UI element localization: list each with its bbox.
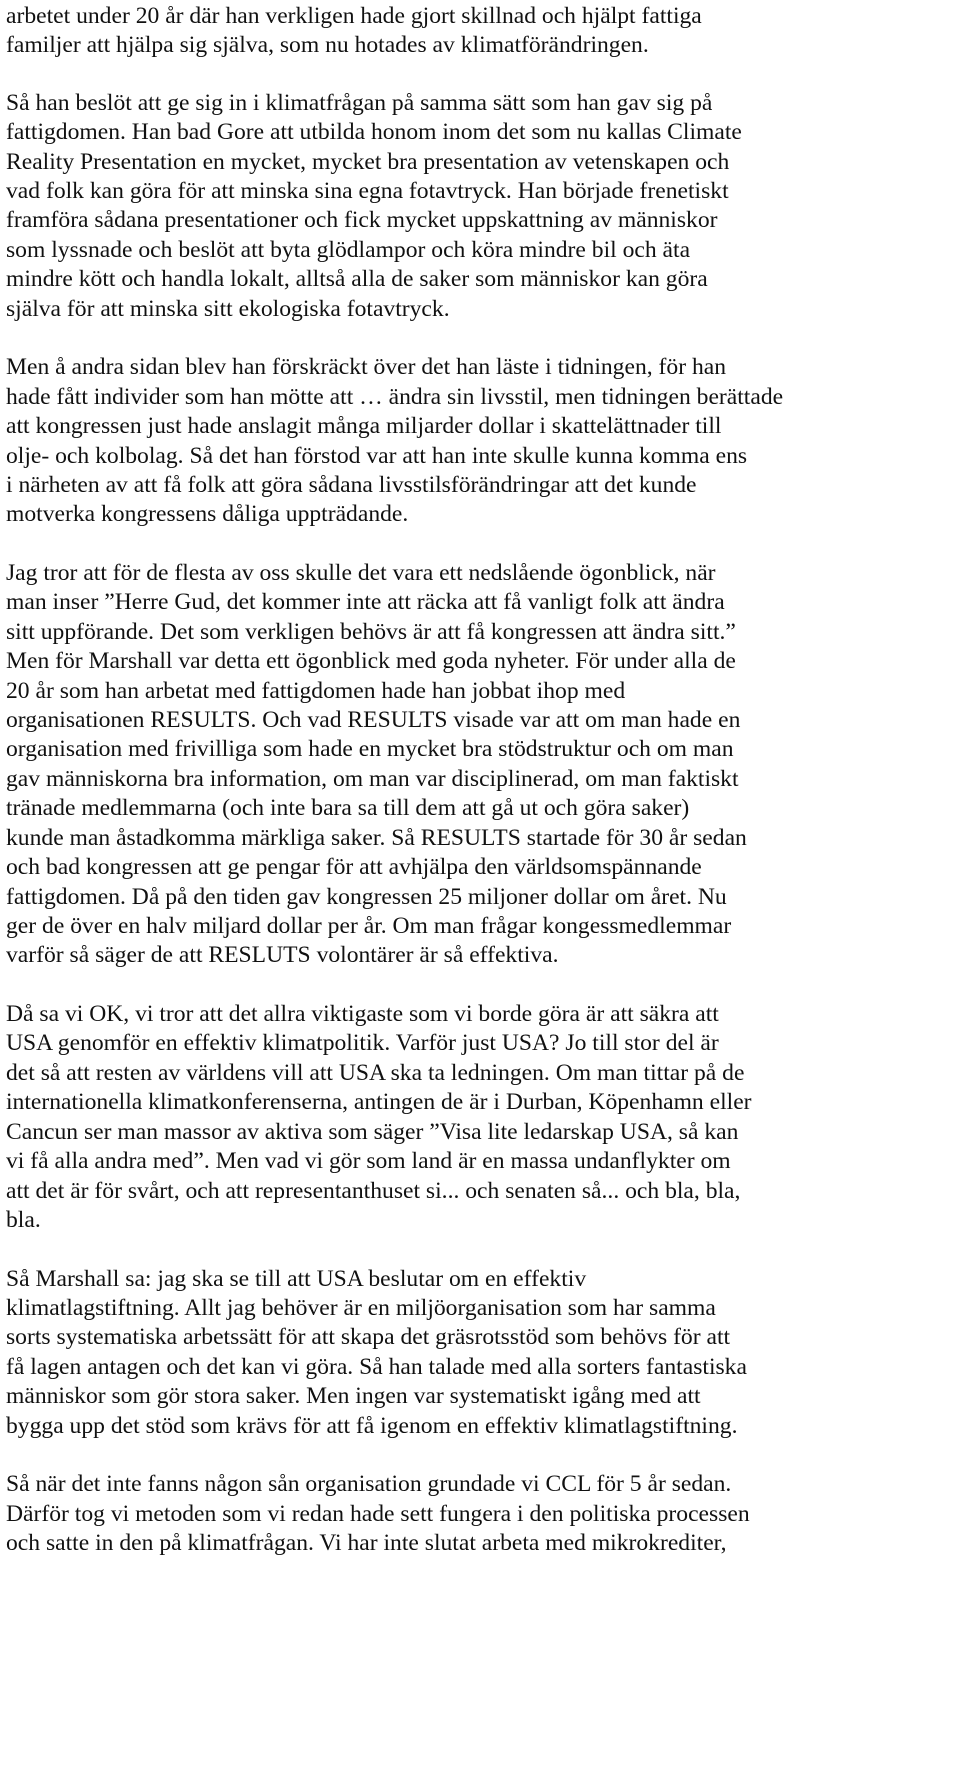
text-line: man inser ”Herre Gud, det kommer inte att räcka att få vanligt folk att ändra: [6, 589, 725, 615]
text-line: sitt uppförande. Det som verkligen behövs är att få kongressen att ändra sitt.”: [6, 619, 736, 645]
text-line: få lagen antagen och det kan vi göra. Så han talade med alla sorters fantastiska: [6, 1354, 747, 1380]
text-line: människor som gör stora saker. Men ingen var systematiskt igång med att: [6, 1383, 701, 1409]
text-line: familjer att hjälpa sig själva, som nu hotades av klimatförändringen.: [6, 32, 649, 58]
text-line: motverka kongressens dåliga uppträdande.: [6, 501, 409, 527]
text-line: organisation med frivilliga som hade en mycket bra stödstruktur och om man: [6, 736, 734, 762]
text-line: det så att resten av världens vill att USA ska ta ledningen. Om man tittar på de: [6, 1060, 745, 1086]
text-line: bygga upp det stöd som krävs för att få igenom en effektiv klimatlagstiftning.: [6, 1413, 738, 1439]
text-line: Så Marshall sa: jag ska se till att USA beslutar om en effektiv: [6, 1266, 587, 1292]
text-line: olje- och kolbolag. Så det han förstod var att han inte skulle kunna komma ens: [6, 443, 748, 469]
text-line: USA genomför en effektiv klimatpolitik. Varför just USA? Jo till stor del är: [6, 1030, 719, 1056]
text-line: mindre kött och handla lokalt, alltså alla de saker som människor kan göra: [6, 266, 708, 292]
text-line: Men å andra sidan blev han förskräckt över det han läste i tidningen, för han: [6, 354, 727, 380]
text-line: själva för att minska sitt ekologiska fotavtryck.: [6, 296, 450, 322]
text-line: arbetet under 20 år där han verkligen hade gjort skillnad och hjälpt fattiga: [6, 3, 702, 29]
text-line: varför så säger de att RESLUTS volontärer är så effektiva.: [6, 942, 559, 968]
text-line: gav människorna bra information, om man var disciplinerad, om man faktiskt: [6, 766, 739, 792]
text-line: fattigdomen. Han bad Gore att utbilda honom inom det som nu kallas Climate: [6, 119, 742, 145]
text-line: framföra sådana presentationer och fick mycket uppskattning av människor: [6, 207, 718, 233]
text-line: fattigdomen. Då på den tiden gav kongressen 25 miljoner dollar om året. Nu: [6, 884, 727, 910]
text-line: internationella klimatkonferenserna, antingen de är i Durban, Köpenhamn eller: [6, 1089, 752, 1115]
text-line: Reality Presentation en mycket, mycket bra presentation av vetenskapen och: [6, 149, 730, 175]
text-line: ger de över en halv miljard dollar per år. Om man frågar kongessmedlemmar: [6, 913, 732, 939]
text-line: Cancun ser man massor av aktiva som säger ”Visa lite ledarskap USA, så kan: [6, 1119, 739, 1145]
text-line: Därför tog vi metoden som vi redan hade sett fungera i den politiska processen: [6, 1501, 750, 1527]
text-line: att det är för svårt, och att representanthuset si... och senaten så... och bla, bla,: [6, 1178, 741, 1204]
text-line: att kongressen just hade anslagit många miljarder dollar i skattelättnader till: [6, 413, 722, 439]
text-line: tränade medlemmarna (och inte bara sa till dem att gå ut och göra saker): [6, 795, 690, 821]
text-line: klimatlagstiftning. Allt jag behöver är en miljöorganisation som har samma: [6, 1295, 716, 1321]
text-line: hade fått individer som han mötte att … ändra sin livsstil, men tidningen berättade: [6, 384, 784, 410]
text-line: Så när det inte fanns någon sån organisation grundade vi CCL för 5 år sedan.: [6, 1471, 732, 1497]
text-line: kunde man åstadkomma märkliga saker. Så RESULTS startade för 30 år sedan: [6, 825, 747, 851]
text-line: vi få alla andra med”. Men vad vi gör som land är en massa undanflykter om: [6, 1148, 731, 1174]
text-line: i närheten av att få folk att göra sådana livsstilsförändringar att det kunde: [6, 472, 697, 498]
text-line: Jag tror att för de flesta av oss skulle det vara ett nedslående ögonblick, när: [6, 560, 716, 586]
text-line: och bad kongressen att ge pengar för att avhjälpa den världsomspännande: [6, 854, 702, 880]
text-line: organisationen RESULTS. Och vad RESULTS visade var att om man hade en: [6, 707, 741, 733]
text-line: bla.: [6, 1207, 41, 1233]
text-line: som lyssnade och beslöt att byta glödlampor och köra mindre bil och äta: [6, 237, 691, 263]
text-line: 20 år som han arbetat med fattigdomen hade han jobbat ihop med: [6, 678, 626, 704]
text-line: sorts systematiska arbetssätt för att skapa det gräsrotsstöd som behövs för att: [6, 1324, 731, 1350]
text-line: Då sa vi OK, vi tror att det allra viktigaste som vi borde göra är att säkra att: [6, 1001, 719, 1027]
text-line: vad folk kan göra för att minska sina egna fotavtryck. Han började frenetiskt: [6, 178, 729, 204]
text-line: Så han beslöt att ge sig in i klimatfrågan på samma sätt som han gav sig på: [6, 90, 713, 116]
text-line: och satte in den på klimatfrågan. Vi har inte slutat arbeta med mikrokrediter,: [6, 1530, 727, 1556]
text-line: Men för Marshall var detta ett ögonblick med goda nyheter. För under alla de: [6, 648, 736, 674]
